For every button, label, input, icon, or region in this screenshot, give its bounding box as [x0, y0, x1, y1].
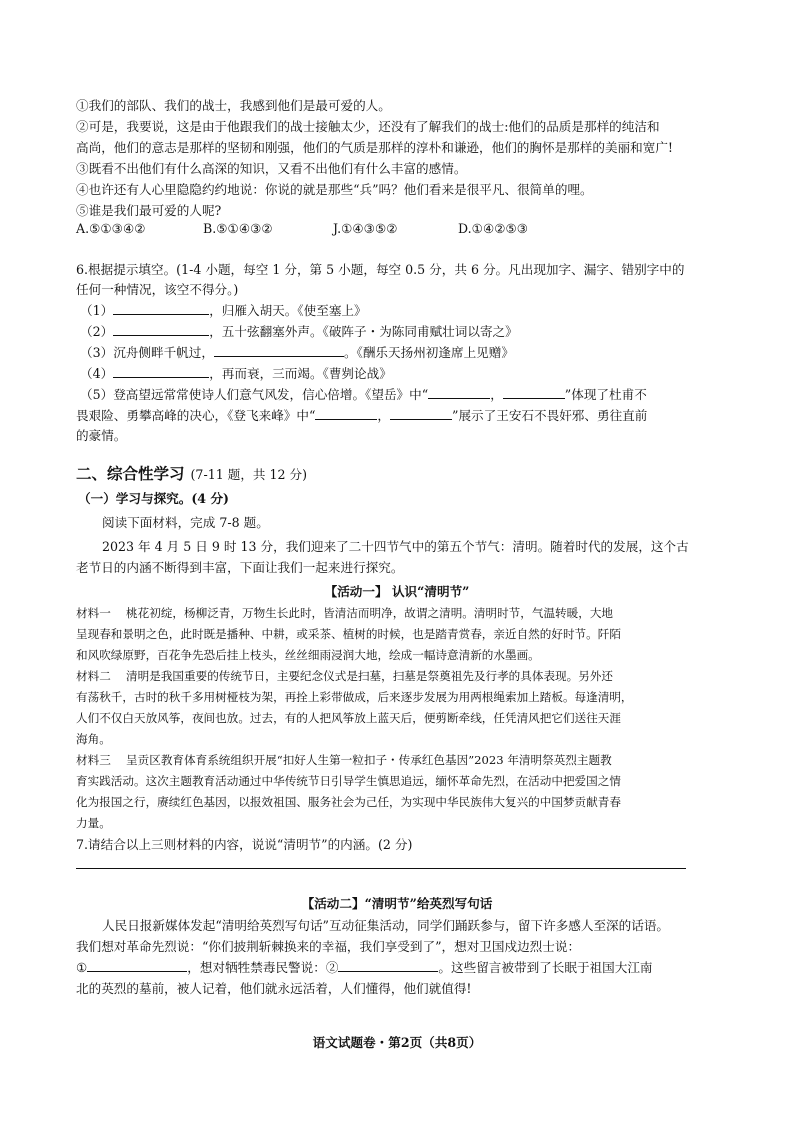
q5-sentence-2a: ②可是，我要说，这是由于他跟我们的战士接触太少，还没有了解我们的战士:他们的品质是那样的纯洁和 [76, 119, 660, 134]
answer-blank-5d[interactable] [390, 406, 452, 420]
answer-line-q7[interactable] [76, 868, 686, 869]
q6-item-1-number: （1） [80, 303, 114, 318]
material-2-line-1: 材料二 清明是我国重要的传统节日，主要纪念仪式是扫墓，扫墓是祭奠祖先及行孝的具体表现。另外还 [76, 669, 614, 683]
material-3-line-1: 材料三 呈贡区教育体育系统组织开展“扣好人生第一粒扣子・传承红色基因”2023 年清明祭英烈主题教 [76, 753, 612, 767]
q6-item-5-line-1 [80, 385, 647, 404]
answer-blank-5a[interactable] [428, 385, 490, 399]
activity-2-para-line-4: 北的英烈的墓前，被人记着，他们就永远活着，人们懂得，他们就值得! [76, 981, 472, 996]
material-2-line-3: 人们不仅白天放风筝，夜间也放。过去，有的人把风筝放上蓝天后，便剪断牵线，任凭清风把它们送往天涯 [76, 711, 621, 725]
material-1-line-2: 呈现春和景明之色，此时既是播种、中耕，或采茶、植树的时候，也是踏青赏春，亲近自然的好时节。阡陌 [76, 627, 621, 641]
q6-item-4-text: ，再而衰，三而竭。《曹刿论战》 [209, 366, 392, 381]
activity-1-title: 【活动一】 认识“清明节” [324, 584, 470, 599]
q6-item-2 [80, 322, 518, 341]
q6-item-5-text-a: （5）登高望远常常使诗人们意气风发，信心倍增。《望岳》中“ [80, 387, 429, 402]
material-3-line-4: 力量。 [76, 816, 111, 830]
q5-option-b: B.⑤①④③② [203, 221, 273, 236]
page-footer: 语文试题卷・第2页（共8页） [312, 1035, 482, 1050]
part-1-title: （一）学习与探究。(4 分) [78, 491, 230, 506]
activity-2-marker-1: ① [76, 960, 88, 975]
q5-option-a: A.⑤①③④② [76, 221, 146, 236]
q6-item-5-tail-a: ”体现了杜甫不 [564, 387, 647, 402]
activity-2-title: 【活动二】“清明节”给英烈写句话 [301, 896, 493, 911]
q6-item-5-tail-b: ”展示了王安石不畏奸邪、勇往直前 [452, 408, 648, 423]
q5-sentence-4: ④也许还有人心里隐隐约约地说：你说的就是那些“兵”吗？他们看来是很平凡、很简单的哩。 [76, 182, 593, 197]
q5-option-d: D.①④②⑤③ [458, 221, 529, 236]
activity-2-para-line-1: 人民日报新媒体发起“清明给英烈写句话”互动征集活动，同学们踊跃参与，留下许多感人至深的话语。 [102, 918, 670, 933]
intro-paragraph-line-2: 老节日的内涵不断得到丰富，下面让我们一起来进行探究。 [76, 560, 404, 575]
activity-2-text-mid: ，想对牺牲禁毒民警说：② [187, 960, 339, 975]
section-2-heading [76, 465, 307, 484]
q6-item-1-text: ，归雁入胡天。《使至塞上》 [209, 303, 367, 318]
activity-2-text-tail: 。这些留言被带到了长眠于祖国大江南 [438, 960, 653, 975]
q6-item-5-comma-b: ， [377, 408, 391, 423]
section-2-note: (7-11 题，共 12 分) [190, 467, 308, 482]
q5-sentence-1: ①我们的部队、我们的战士，我感到他们是最可爱的人。 [76, 98, 391, 113]
answer-blank-activity-2-1[interactable] [87, 958, 187, 972]
q6-item-3-text: （3）沉舟侧畔千帆过， [80, 345, 214, 360]
activity-2-para-line-3 [76, 958, 653, 977]
material-1-line-3: 和风吹绿原野，百花争先恐后挂上枝头，丝丝细雨浸润大地，绘成一幅诗意清新的水墨画。 [76, 648, 540, 662]
material-3-line-3: 化为报国之行，赓续红色基因，以报效祖国、服务社会为己任，为实现中华民族伟大复兴的中国梦贡献青春 [76, 795, 621, 809]
material-3-line-2: 育实践活动。这次主题教育活动通过中华传统节日引导学生慎思追远，缅怀革命先烈，在活动中把爱国之情 [76, 774, 621, 788]
answer-blank-activity-2-2[interactable] [338, 958, 438, 972]
answer-blank-1[interactable] [113, 301, 209, 315]
q5-sentence-3: ③既看不出他们有什么高深的知识，又看不出他们有什么丰富的感情。 [76, 161, 467, 176]
q6-item-2-text: ，五十弦翻塞外声。《破阵子・为陈同甫赋壮词以寄之》 [209, 324, 518, 339]
q5-sentence-2b: 高尚，他们的意志是那样的坚韧和刚强，他们的气质是那样的淳朴和谦逊，他们的胸怀是那样的美丽和宽广! [76, 140, 673, 155]
q6-item-4-number: （4） [80, 366, 114, 381]
q6-item-5-text-b: 畏艰险、勇攀高峰的决心，《登飞来峰》中“ [76, 408, 316, 423]
answer-blank-3[interactable] [214, 343, 344, 357]
material-2-line-2: 有荡秋千，古时的秋千多用树桠枝为架，再拴上彩带做成，后来逐步发展为用两根绳索加上踏板。每逢清明， [76, 690, 633, 704]
q6-item-3 [80, 343, 514, 362]
activity-2-para-line-2: 我们想对革命先烈说：“你们披荆斩棘换来的幸福，我们享受到了”，想对卫国戍边烈士说： [76, 939, 581, 954]
answer-blank-5b[interactable] [503, 385, 565, 399]
q6-item-3-tail: 。《酬乐天扬州初逢席上见赠》 [343, 345, 514, 360]
q6-item-4 [80, 364, 392, 383]
q6-item-2-number: （2） [80, 324, 114, 339]
reading-intro: 阅读下面材料，完成 7-8 题。 [102, 515, 269, 530]
q5-option-c: J.①④③⑤② [333, 221, 398, 236]
question-7: 7.请结合以上三则材料的内容，说说“清明节”的内涵。(2 分) [76, 837, 413, 852]
q6-item-5-line-2 [76, 406, 647, 425]
intro-paragraph-line-1: 2023 年 4 月 5 日 9 时 13 分，我们迎来了二十四节气中的第五个节气：清明。随着时代的发展，这个古 [102, 539, 689, 554]
q6-title-line-2: 任何一种情况，该空不得分。) [76, 282, 239, 297]
q6-item-5-line-3: 的豪情。 [76, 428, 127, 443]
q6-title-line-1: 6.根据提示填空。(1-4 小题，每空 1 分，第 5 小题，每空 0.5 分，共 6 分。凡出现加字、漏字、错别字中的 [76, 262, 685, 277]
answer-blank-5c[interactable] [315, 406, 377, 420]
answer-blank-2[interactable] [113, 322, 209, 336]
section-2-title: 二、综合性学习 [76, 465, 185, 483]
q5-sentence-5: ⑤谁是我们最可爱的人呢? [76, 203, 222, 218]
material-1-line-1: 材料一 桃花初绽，杨柳泛青，万物生长此时，皆清洁而明净，故谓之清明。清明时节，气温转暖，大地 [76, 606, 614, 620]
answer-blank-4[interactable] [113, 364, 209, 378]
q6-item-5-comma-a: ， [490, 387, 503, 402]
material-2-line-4: 海角。 [76, 732, 111, 746]
q6-item-1 [80, 301, 367, 320]
